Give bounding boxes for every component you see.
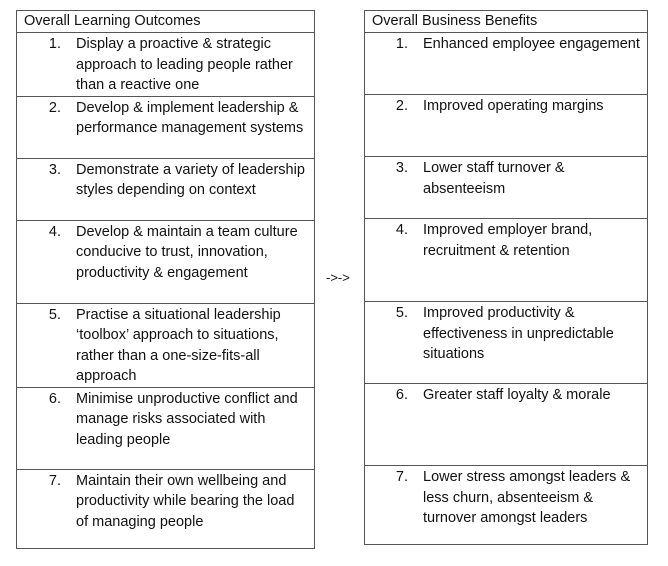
item-text: Develop & implement leadership & performance management systems xyxy=(76,99,304,136)
list-item xyxy=(17,159,314,201)
item-text: Minimise unproductive conflict and manage risks associated with leading people xyxy=(76,390,298,448)
list-item xyxy=(365,466,647,529)
item-text: Lower stress amongst leaders & less churn, absenteeism & turnover amongst leaders xyxy=(423,469,631,526)
learning-outcomes-table xyxy=(16,10,315,549)
item-text: Improved operating margins xyxy=(423,98,604,114)
item-number: 5. xyxy=(395,305,408,321)
item-number: 5. xyxy=(48,306,61,323)
list-item xyxy=(17,470,314,533)
table-row xyxy=(365,95,648,157)
table-header: Overall Business Benefits xyxy=(365,11,648,33)
list-item xyxy=(17,33,314,96)
list-item xyxy=(365,302,647,365)
item-text: Improved employer brand, recruitment & retention xyxy=(423,222,593,259)
list-item xyxy=(17,304,314,387)
item-number: 2. xyxy=(395,98,408,114)
item-text: Improved productivity & effectiveness in unpredictable situations xyxy=(423,305,614,362)
item-number: 3. xyxy=(395,160,408,176)
list-item xyxy=(17,221,314,284)
table-row xyxy=(17,220,315,303)
table-cell xyxy=(17,303,315,387)
list-item xyxy=(365,95,647,117)
table-cell xyxy=(17,220,315,303)
item-number: 4. xyxy=(48,223,61,240)
table-cell xyxy=(17,96,315,158)
item-number: 2. xyxy=(48,99,61,116)
table-row xyxy=(365,219,648,302)
item-number: 7. xyxy=(395,469,408,485)
table-cell xyxy=(365,302,648,384)
item-number: 6. xyxy=(395,387,408,403)
table-cell xyxy=(365,157,648,219)
item-text: Display a proactive & strategic approach to leading people rather than a reactive one xyxy=(76,36,293,93)
table-cell xyxy=(365,384,648,466)
table-row xyxy=(17,387,315,469)
item-number: 3. xyxy=(48,161,61,178)
table-row xyxy=(17,469,315,548)
item-text: Greater staff loyalty & morale xyxy=(423,387,611,403)
item-number: 6. xyxy=(48,390,61,407)
list-item xyxy=(17,388,314,451)
table-cell xyxy=(17,469,315,548)
table-row xyxy=(17,158,315,220)
table-cell xyxy=(17,158,315,220)
list-item xyxy=(17,97,314,139)
list-item xyxy=(365,33,647,55)
table-row xyxy=(17,303,315,387)
item-text: Practise a situational leadership ‘toolbox’ approach to situations, rather than a one-size-fits-all approach xyxy=(76,306,281,384)
item-number: 1. xyxy=(48,36,61,52)
list-item xyxy=(365,219,647,261)
table-row xyxy=(365,466,648,545)
table-row xyxy=(17,96,315,158)
item-text: Maintain their own wellbeing and productivity while bearing the load of managing people xyxy=(76,472,295,530)
table-cell xyxy=(365,219,648,302)
table-cell xyxy=(365,95,648,157)
item-text: Develop & maintain a team culture conducive to trust, innovation, productivity & engagement xyxy=(76,223,298,281)
table-cell xyxy=(17,33,315,97)
table-row xyxy=(365,157,648,219)
table-cell xyxy=(17,387,315,469)
table-row xyxy=(365,33,648,95)
list-item xyxy=(365,384,647,406)
item-number: 4. xyxy=(395,222,408,238)
item-text: Demonstrate a variety of leadership styles depending on context xyxy=(76,161,305,198)
table-header-row xyxy=(365,11,648,33)
table-row xyxy=(17,33,315,97)
business-benefits-table xyxy=(364,10,648,545)
table-row xyxy=(365,302,648,384)
item-number: 7. xyxy=(48,472,61,489)
item-number: 1. xyxy=(395,36,408,52)
table-header: Overall Learning Outcomes xyxy=(17,11,315,33)
list-item xyxy=(365,157,647,199)
table-cell xyxy=(365,33,648,95)
table-cell xyxy=(365,466,648,545)
connector-arrow: ->-> xyxy=(326,270,350,285)
item-text: Enhanced employee engagement xyxy=(423,36,640,52)
table-header-row xyxy=(17,11,315,33)
table-row xyxy=(365,384,648,466)
item-text: Lower staff turnover & absenteeism xyxy=(423,160,565,197)
